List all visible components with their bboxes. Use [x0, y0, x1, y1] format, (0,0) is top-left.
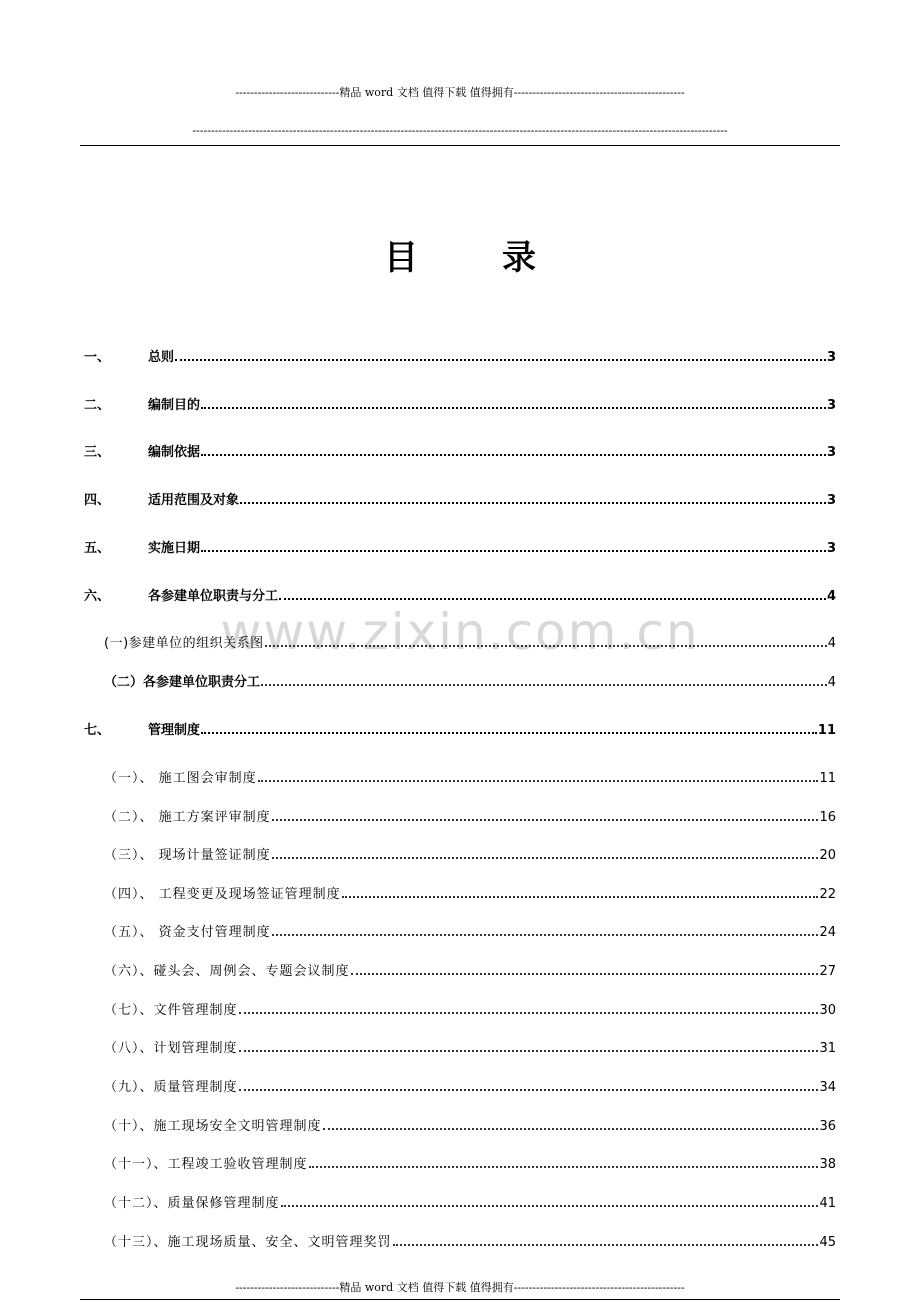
- toc-label: 适用范围及对象: [148, 493, 240, 508]
- toc-label: 总则: [148, 350, 175, 365]
- toc-leader: [272, 857, 819, 859]
- toc-subentry[interactable]: [104, 1112, 836, 1134]
- toc-label: （六）、碰头会、周例会、专题会议制度: [104, 964, 350, 979]
- toc-leader: [323, 1128, 819, 1130]
- toc-subentry[interactable]: [104, 764, 836, 786]
- toc-subentry[interactable]: [104, 1150, 836, 1172]
- toc-page-number: 45: [819, 1235, 836, 1250]
- toc-leader: [272, 934, 819, 936]
- toc-entry[interactable]: [84, 343, 836, 365]
- toc-label: 编制依据: [148, 445, 201, 460]
- toc-number: 六、: [84, 589, 111, 604]
- toc-leader: [393, 1244, 819, 1246]
- toc-entry[interactable]: [84, 486, 836, 508]
- toc-label: （二）各参建单位职责分工: [104, 675, 261, 690]
- toc-label: 实施日期: [148, 541, 201, 556]
- toc-label: （十）、施工现场安全文明管理制度: [104, 1119, 322, 1134]
- toc-subentry[interactable]: [104, 1034, 836, 1056]
- toc-subentry[interactable]: [104, 668, 836, 690]
- toc-leader: [201, 732, 817, 734]
- toc-page-number: 22: [819, 887, 836, 902]
- toc-subentry[interactable]: [104, 1228, 836, 1250]
- toc-subentry[interactable]: [104, 1189, 836, 1211]
- toc-page-number: 41: [819, 1196, 836, 1211]
- toc-leader: [309, 1166, 819, 1168]
- toc-label: （十二）、质量保修管理制度: [104, 1196, 280, 1211]
- toc-label: （八）、计划管理制度: [104, 1041, 238, 1056]
- toc-leader: [201, 454, 826, 456]
- title-char-1: 目: [384, 238, 418, 278]
- toc-subentry[interactable]: [104, 1073, 836, 1095]
- toc-leader: [201, 407, 826, 409]
- toc-number: 七、: [84, 723, 111, 738]
- toc-page-number: 3: [826, 445, 836, 460]
- toc-leader: [342, 896, 819, 898]
- toc-leader: [281, 1205, 819, 1207]
- toc-page-number: 30: [819, 1003, 836, 1018]
- page-title: [0, 230, 920, 279]
- toc-leader: [279, 598, 826, 600]
- watermark: www.zixin.com.cn: [220, 603, 700, 661]
- toc-page-number: 11: [817, 723, 836, 738]
- header-rule: [80, 145, 840, 146]
- footer-rule: [80, 1299, 840, 1300]
- toc-number: 一、: [84, 350, 111, 365]
- toc-entry[interactable]: [84, 582, 836, 604]
- toc-label: （五）、 资金支付管理制度: [104, 925, 271, 940]
- toc-leader: [351, 973, 819, 975]
- toc-label: 各参建单位职责与分工: [148, 589, 279, 604]
- toc-number: 四、: [84, 493, 111, 508]
- toc-leader: [261, 684, 827, 686]
- toc-entry[interactable]: [84, 534, 836, 556]
- toc-page-number: 36: [819, 1119, 836, 1134]
- toc-subentry[interactable]: [104, 957, 836, 979]
- toc-leader: [201, 550, 826, 552]
- toc-label: （十一）、工程竣工验收管理制度: [104, 1157, 308, 1172]
- toc-page-number: 34: [819, 1080, 836, 1095]
- title-char-2: 录: [502, 238, 536, 278]
- toc-page-number: 27: [819, 964, 836, 979]
- toc-leader: [240, 502, 826, 504]
- header-dash-line: ------------------------------------------------------------------------------------------------------------------------------------------------: [192, 124, 728, 137]
- toc-page-number: 4: [826, 589, 836, 604]
- toc-page-number: 31: [819, 1041, 836, 1056]
- toc-page-number: 3: [826, 398, 836, 413]
- toc-page-number: 3: [826, 493, 836, 508]
- toc-label: （一）、 施工图会审制度: [104, 771, 257, 786]
- toc-leader: [272, 819, 819, 821]
- toc-leader: [258, 780, 819, 782]
- toc-subentry[interactable]: [104, 803, 836, 825]
- toc-entry[interactable]: [84, 391, 836, 413]
- toc-page-number: 3: [826, 541, 836, 556]
- toc-page-number: 16: [819, 810, 836, 825]
- toc-subentry[interactable]: [104, 996, 836, 1018]
- toc-page-number: 11: [819, 771, 836, 786]
- toc-subentry[interactable]: [104, 880, 836, 902]
- toc-label: 编制目的: [148, 398, 201, 413]
- toc-leader: [239, 1050, 819, 1052]
- toc-page-number: 38: [819, 1157, 836, 1172]
- toc-leader: [265, 645, 827, 647]
- toc-label: （七）、文件管理制度: [104, 1003, 238, 1018]
- toc-label: （四）、 工程变更及现场签证管理制度: [104, 887, 341, 902]
- toc-number: 五、: [84, 541, 111, 556]
- toc-page-number: 3: [826, 350, 836, 365]
- toc-label: （二）、 施工方案评审制度: [104, 810, 271, 825]
- toc-number: 二、: [84, 398, 111, 413]
- toc-entry[interactable]: [84, 438, 836, 460]
- toc-label: （九）、质量管理制度: [104, 1080, 238, 1095]
- toc-leader: [239, 1089, 819, 1091]
- toc-page-number: 4: [827, 675, 836, 690]
- toc-entry[interactable]: [84, 716, 836, 738]
- footer-banner: ----------------------------精品 word 文档 值得下载 值得拥有----------------------------------------------: [235, 1281, 685, 1294]
- toc-label: （三）、 现场计量签证制度: [104, 848, 271, 863]
- toc-subentry[interactable]: [104, 918, 836, 940]
- toc-leader: [175, 359, 826, 361]
- toc-page-number: 24: [819, 925, 836, 940]
- toc-page-number: 20: [819, 848, 836, 863]
- toc-subentry[interactable]: [104, 629, 836, 651]
- toc-label: （十三）、施工现场质量、安全、文明管理奖罚: [104, 1235, 392, 1250]
- toc-subentry[interactable]: [104, 841, 836, 863]
- header-banner: ----------------------------精品 word 文档 值得下载 值得拥有----------------------------------------------: [235, 86, 685, 99]
- toc-page-number: 4: [827, 636, 836, 651]
- toc-number: 三、: [84, 445, 111, 460]
- toc-label: 管理制度: [148, 723, 201, 738]
- toc-leader: [239, 1012, 819, 1014]
- toc-label: (一)参建单位的组织关系图: [104, 636, 264, 651]
